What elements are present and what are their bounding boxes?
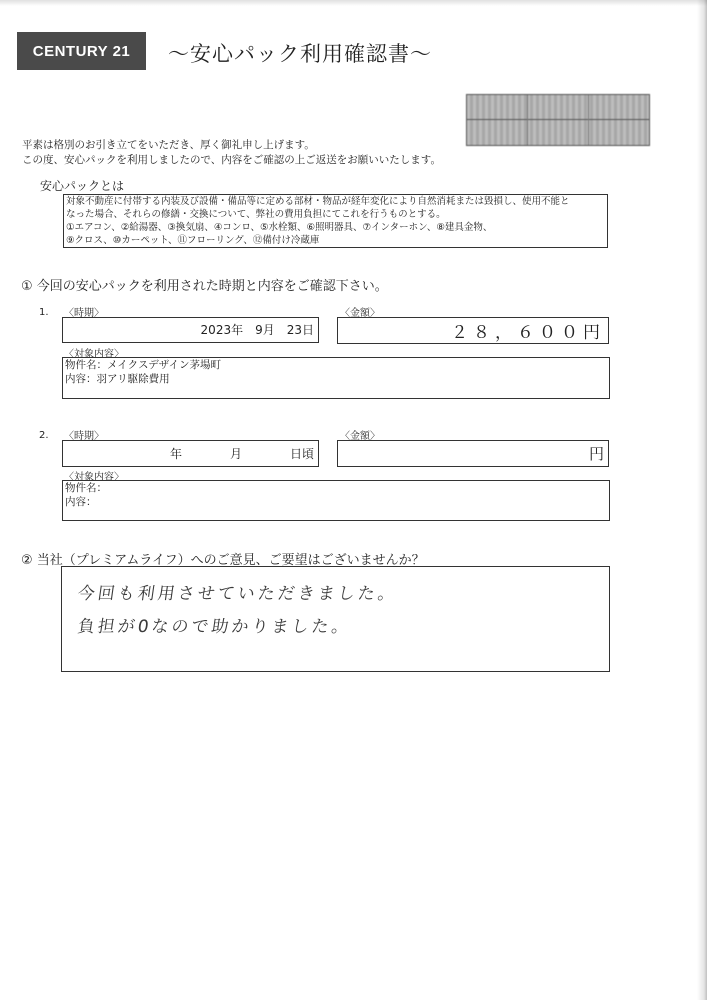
greeting-line-2: この度、安心パックを利用しましたので、内容をご確認の上ご返送をお願いいたします。 — [22, 154, 441, 166]
entry2-period-value: 年 月 日頃 — [169, 447, 314, 461]
entry2-target-field — [62, 480, 610, 521]
definition-line-2: なった場合、それらの修繕・交換について、弊社の費用負担にてこれを行うものとする。 — [66, 209, 446, 220]
entry1-content-line: 内容：羽アリ駆除費用 — [65, 373, 170, 385]
entry1-amount-value: ２８，６００円 — [451, 323, 605, 343]
entry2-content-line: 内容： — [65, 496, 97, 508]
comment-box — [61, 566, 610, 672]
section2-heading: ② 当社（プレミアムライフ）へのご意見、ご要望はございませんか？ — [21, 553, 425, 568]
scan-shadow-top — [0, 0, 707, 6]
entry1-period-field — [62, 317, 319, 343]
company-logo: CENTURY 21 — [17, 32, 146, 70]
entry2-amount-value: 円 — [588, 445, 604, 463]
entry1-amount-field — [337, 317, 609, 344]
definition-line-4: ⑨クロス、⑩カーペット、⑪フローリング、⑫備付け冷蔵庫 — [66, 235, 320, 246]
entry2-period-label: 〈時期〉 — [64, 431, 104, 442]
entry2-period-field — [62, 440, 319, 467]
entry1-period-label: 〈時期〉 — [64, 308, 104, 319]
entry1-period-value: 2023年 9月 23日 — [200, 323, 314, 337]
definition-line-3: ①エアコン、②給湯器、③換気扇、④コンロ、⑤水栓類、⑥照明器具、⑦インターホン、⑧建具金物、 — [66, 222, 493, 233]
handwritten-comment-line-1: 今回も利用させていただきました。 — [76, 584, 400, 604]
definition-box — [63, 194, 608, 248]
entry1-amount-label: 〈金額〉 — [340, 308, 380, 319]
redacted-stamp-box — [466, 94, 650, 146]
entry2-amount-label: 〈金額〉 — [340, 431, 380, 442]
entry2-number: 2. — [39, 430, 49, 441]
entry1-target-field — [62, 357, 610, 399]
section1-heading: ① 今回の安心パックを利用された時期と内容をご確認下さい。 — [21, 279, 388, 294]
definition-heading: 安心パックとは — [40, 179, 125, 193]
document-title: 〜安心パック利用確認書〜 — [168, 42, 432, 66]
entry1-target-label: 〈対象内容〉 — [64, 349, 124, 360]
scan-shadow-right — [697, 0, 707, 1000]
entry2-property-line: 物件名： — [65, 482, 107, 494]
entry2-target-label: 〈対象内容〉 — [64, 472, 124, 483]
handwritten-comment-line-2: 負担が0なので助かりました。 — [76, 617, 353, 637]
entry2-amount-field — [337, 440, 609, 467]
entry1-property-line: 物件名：メイクスデザイン茅場町 — [65, 359, 222, 371]
definition-line-1: 対象不動産に付帯する内装及び設備・備品等に定める部材・物品が経年変化により自然消耗または毀損し、使用不能と — [66, 196, 570, 207]
greeting-line-1: 平素は格別のお引き立てをいただき、厚く御礼申し上げます。 — [22, 139, 315, 151]
entry1-number: 1. — [39, 307, 49, 318]
